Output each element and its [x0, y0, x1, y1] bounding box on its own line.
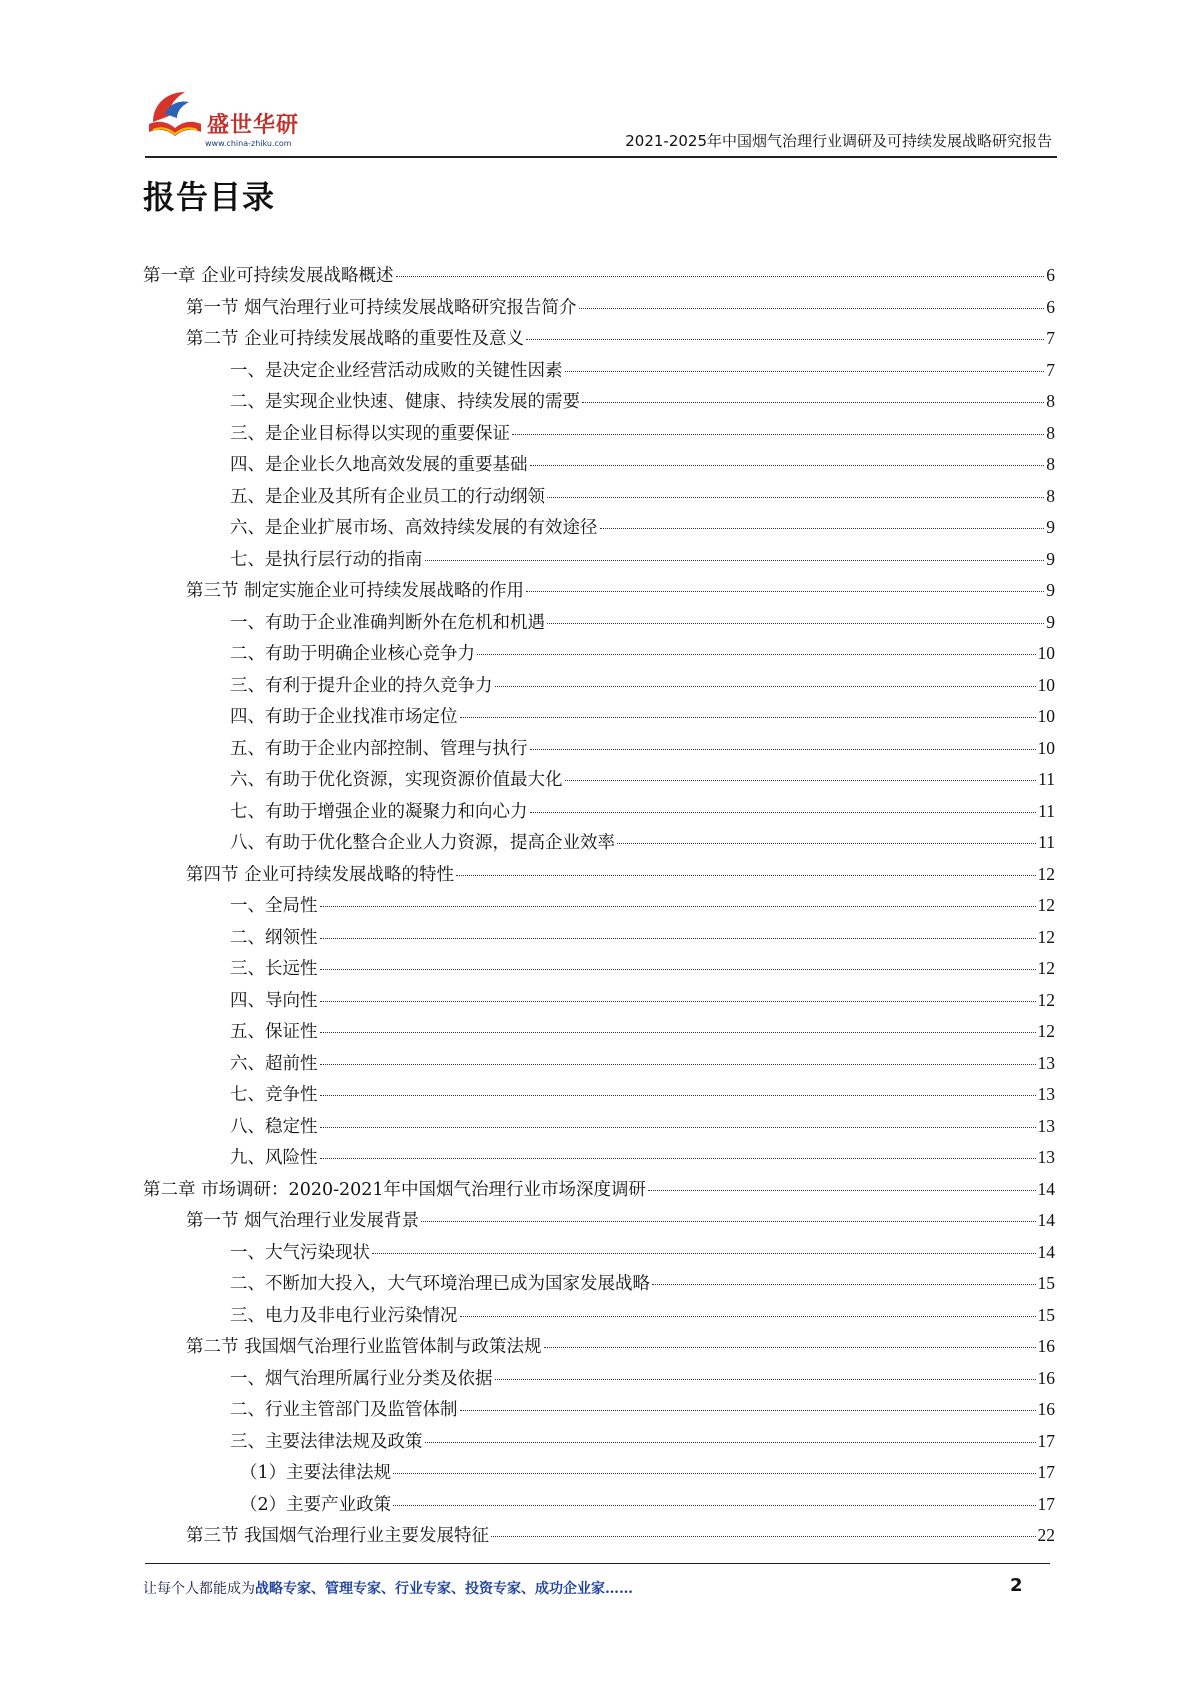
toc-leader-dots: [582, 401, 1044, 403]
toc-entry[interactable]: [143, 892, 1055, 924]
toc-entry-page: 14: [1037, 1241, 1055, 1262]
toc-entry-page: 12: [1037, 1021, 1055, 1041]
toc-entry-label: 六、超前性: [230, 1053, 318, 1074]
toc-entry-label: 一、是决定企业经营活动成败的关键性因素: [230, 360, 563, 381]
toc-entry[interactable]: [143, 1144, 1055, 1176]
toc-leader-dots: [425, 559, 1045, 561]
toc-leader-dots: [320, 1157, 1036, 1159]
toc-entry[interactable]: [143, 829, 1055, 861]
toc-entry[interactable]: [143, 1428, 1055, 1460]
toc-entry[interactable]: [143, 1113, 1055, 1145]
toc-entry-label: 三、有利于提升企业的持久竞争力: [230, 675, 493, 696]
toc-entry-page: 12: [1037, 958, 1055, 978]
toc-entry[interactable]: [143, 325, 1055, 357]
toc-entry-label: 六、是企业扩展市场、高效持续发展的有效途径: [230, 518, 598, 538]
toc-entry-label: 五、有助于企业内部控制、管理与执行: [230, 738, 528, 759]
toc-leader-dots: [460, 716, 1036, 718]
toc-leader-dots: [526, 590, 1044, 592]
toc-entry-label: 三、是企业目标得以实现的重要保证: [230, 423, 510, 444]
toc-entry-label: 二、不断加大投入，大气环境治理已成为国家发展战略: [230, 1274, 650, 1294]
toc-entry-page: 9: [1046, 517, 1055, 537]
toc-leader-dots: [600, 527, 1045, 529]
toc-entry[interactable]: [143, 640, 1055, 672]
toc-leader-dots: [491, 1535, 1035, 1537]
toc-entry[interactable]: [143, 483, 1055, 515]
toc-entry[interactable]: [143, 1018, 1055, 1050]
toc-entry[interactable]: [143, 609, 1055, 641]
toc-entry-page: 8: [1046, 485, 1055, 506]
toc-entry[interactable]: [143, 514, 1055, 546]
toc-entry-label: 二、有助于明确企业核心竞争力: [230, 644, 475, 664]
toc-entry[interactable]: [143, 294, 1055, 326]
toc-leader-dots: [547, 622, 1044, 624]
toc-leader-dots: [460, 1315, 1036, 1317]
toc-leader-dots: [456, 874, 1035, 876]
toc-leader-dots: [320, 937, 1036, 939]
toc-entry[interactable]: [143, 1081, 1055, 1113]
toc-entry[interactable]: [143, 388, 1055, 420]
toc-entry[interactable]: [143, 451, 1055, 483]
toc-entry-page: 11: [1038, 800, 1055, 821]
toc-entry-page: 15: [1037, 1304, 1055, 1325]
footer-slogan-emphasis: 战略专家、管理专家、行业专家、投资专家、成功企业家……: [255, 1581, 633, 1597]
toc-entry-label: 一、烟气治理所属行业分类及依据: [230, 1368, 493, 1389]
toc-leader-dots: [425, 1441, 1036, 1443]
toc-entry[interactable]: [143, 546, 1055, 578]
toc-leader-dots: [421, 1220, 1035, 1222]
toc-entry-label: 七、竞争性: [230, 1085, 318, 1105]
toc-entry-label: 三、电力及非电行业污染情况: [230, 1305, 458, 1326]
toc-entry-page: 6: [1046, 296, 1055, 317]
toc-entry-page: 22: [1037, 1525, 1055, 1545]
toc-leader-dots: [396, 275, 1045, 277]
toc-entry-label: 五、保证性: [230, 1022, 318, 1042]
toc-entry-label: 二、行业主管部门及监管体制: [230, 1400, 458, 1420]
toc-entry[interactable]: [143, 1270, 1055, 1302]
toc-entry[interactable]: [143, 1239, 1055, 1271]
toc-entry-label: 第一章 企业可持续发展战略概述: [143, 266, 394, 286]
toc-entry-page: 12: [1037, 863, 1055, 884]
toc-leader-dots: [565, 779, 1037, 781]
toc-entry-label: 三、主要法律法规及政策: [230, 1431, 423, 1452]
toc-entry-label: 七、有助于增强企业的凝聚力和向心力: [230, 801, 528, 822]
toc-leader-dots: [393, 1504, 1035, 1506]
toc-entry-label: 二、纲领性: [230, 927, 318, 948]
toc-entry[interactable]: [143, 861, 1055, 893]
toc-entry[interactable]: [143, 1207, 1055, 1239]
toc-entry-page: 17: [1037, 1493, 1055, 1514]
toc-entry-label: 九、风险性: [230, 1148, 318, 1168]
toc-leader-dots: [617, 842, 1036, 844]
toc-leader-dots: [495, 685, 1036, 687]
toc-entry-page: 9: [1046, 548, 1055, 569]
toc-entry-label: 一、全局性: [230, 896, 318, 916]
toc-entry-page: 7: [1046, 328, 1055, 348]
toc-entry-page: 12: [1037, 989, 1055, 1010]
logo-url: www.china-zhiku.com: [205, 139, 292, 148]
toc-entry-page: 14: [1037, 1178, 1055, 1199]
toc-entry-label: 第一节 烟气治理行业可持续发展战略研究报告简介: [186, 297, 577, 318]
toc-entry-page: 10: [1037, 674, 1055, 695]
toc-leader-dots: [320, 905, 1036, 907]
toc-entry-page: 13: [1037, 1052, 1055, 1073]
toc-leader-dots: [526, 338, 1044, 340]
header-divider: [145, 156, 1057, 158]
toc-entry-label: 八、有助于优化整合企业人力资源，提高企业效率: [230, 833, 615, 853]
toc-leader-dots: [320, 1094, 1036, 1096]
toc-entry-label: 第二节 我国烟气治理行业监管体制与政策法规: [186, 1337, 542, 1357]
toc-leader-dots: [544, 1346, 1036, 1348]
toc-entry[interactable]: [143, 987, 1055, 1019]
toc-entry[interactable]: [143, 1459, 1055, 1491]
toc-leader-dots: [652, 1283, 1036, 1285]
toc-entry[interactable]: [143, 672, 1055, 704]
toc-entry-label: 八、稳定性: [230, 1116, 318, 1137]
toc-entry-page: 13: [1037, 1084, 1055, 1104]
toc-entry-page: 12: [1037, 895, 1055, 915]
toc-entry-label: 第三节 我国烟气治理行业主要发展特征: [186, 1526, 490, 1546]
toc-entry-label: 四、有助于企业找准市场定位: [230, 707, 458, 727]
page-title: 报告目录: [143, 178, 276, 216]
toc-leader-dots: [565, 370, 1045, 372]
toc-entry-label: 第二节 企业可持续发展战略的重要性及意义: [186, 329, 525, 349]
toc-leader-dots: [530, 811, 1037, 813]
toc-entry-label: 五、是企业及其所有企业员工的行动纲领: [230, 486, 545, 507]
toc-entry[interactable]: [143, 1396, 1055, 1428]
toc-entry-page: 15: [1037, 1273, 1055, 1293]
toc-entry-page: 16: [1037, 1336, 1055, 1356]
toc-leader-dots: [372, 1252, 1036, 1254]
toc-entry-label: 第四节 企业可持续发展战略的特性: [186, 864, 455, 885]
toc-entry-label: 三、长远性: [230, 959, 318, 979]
toc-entry[interactable]: [143, 1522, 1055, 1554]
toc-entry-label: 一、有助于企业准确判断外在危机和机遇: [230, 612, 545, 633]
toc-entry-label: 六、有助于优化资源，实现资源价值最大化: [230, 770, 563, 790]
toc-leader-dots: [320, 1126, 1036, 1128]
toc-entry[interactable]: [143, 924, 1055, 956]
toc-entry-page: 11: [1038, 832, 1055, 852]
toc-entry[interactable]: [143, 766, 1055, 798]
toc-leader-dots: [393, 1472, 1035, 1474]
logo-book-icon: [145, 84, 205, 144]
toc-entry-label: 七、是执行层行动的指南: [230, 549, 423, 570]
toc-entry-page: 12: [1037, 926, 1055, 947]
toc-entry-page: 10: [1037, 737, 1055, 758]
toc-entry-label: 四、是企业长久地高效发展的重要基础: [230, 455, 528, 475]
toc-entry[interactable]: [143, 1365, 1055, 1397]
toc-leader-dots: [320, 1000, 1036, 1002]
toc-entry[interactable]: [143, 1302, 1055, 1334]
toc-entry-page: 13: [1037, 1115, 1055, 1136]
toc-entry[interactable]: [143, 1491, 1055, 1523]
toc-entry[interactable]: [143, 262, 1055, 294]
toc-entry-label: （1）主要法律法规: [240, 1463, 392, 1483]
toc-entry-page: 11: [1038, 769, 1055, 789]
toc-entry-label: 第二章 市场调研：2020-2021年中国烟气治理行业市场深度调研: [143, 1179, 647, 1200]
toc-entry-label: 第三节 制定实施企业可持续发展战略的作用: [186, 581, 525, 601]
toc-leader-dots: [547, 496, 1044, 498]
toc-entry[interactable]: [143, 357, 1055, 389]
toc-entry-page: 7: [1046, 359, 1055, 380]
toc-leader-dots: [477, 653, 1036, 655]
page-number: 2: [1010, 1575, 1023, 1596]
toc-entry-page: 10: [1037, 706, 1055, 726]
toc-entry-page: 9: [1046, 580, 1055, 600]
toc-entry[interactable]: [143, 703, 1055, 735]
toc-entry-page: 17: [1037, 1430, 1055, 1451]
toc-entry[interactable]: [143, 1050, 1055, 1082]
toc-entry-label: 二、是实现企业快速、健康、持续发展的需要: [230, 392, 580, 412]
logo-name: 盛世华研: [207, 113, 300, 138]
toc-entry-page: 8: [1046, 422, 1055, 443]
toc-entry[interactable]: [143, 955, 1055, 987]
page-header: [145, 78, 1057, 158]
toc-leader-dots: [579, 307, 1045, 309]
table-of-contents: [143, 262, 1055, 1554]
toc-entry-page: 6: [1046, 265, 1055, 285]
toc-entry[interactable]: [143, 1176, 1055, 1208]
toc-entry-page: 8: [1046, 391, 1055, 411]
toc-leader-dots: [648, 1189, 1035, 1191]
toc-entry[interactable]: [143, 577, 1055, 609]
toc-leader-dots: [495, 1378, 1036, 1380]
toc-entry-page: 13: [1037, 1147, 1055, 1167]
footer-slogan-prefix: 让每个人都能成为: [143, 1581, 255, 1597]
toc-entry-label: 第一节 烟气治理行业发展背景: [186, 1211, 420, 1231]
toc-entry-label: 四、导向性: [230, 990, 318, 1011]
toc-entry-page: 14: [1037, 1210, 1055, 1230]
toc-entry-page: 17: [1037, 1462, 1055, 1482]
toc-entry-page: 16: [1037, 1367, 1055, 1388]
toc-entry-label: （2）主要产业政策: [240, 1494, 392, 1515]
toc-leader-dots: [320, 968, 1036, 970]
toc-entry-page: 10: [1037, 643, 1055, 663]
toc-leader-dots: [320, 1063, 1036, 1065]
toc-leader-dots: [530, 464, 1045, 466]
company-logo: [145, 84, 315, 154]
toc-leader-dots: [530, 748, 1036, 750]
report-title: 2021-2025年中国烟气治理行业调研及可持续发展战略研究报告: [625, 132, 1052, 150]
footer-slogan: [143, 1578, 633, 1598]
toc-entry-page: 9: [1046, 611, 1055, 632]
toc-entry[interactable]: [143, 1333, 1055, 1365]
toc-entry[interactable]: [143, 420, 1055, 452]
toc-leader-dots: [512, 433, 1044, 435]
toc-entry[interactable]: [143, 735, 1055, 767]
toc-entry[interactable]: [143, 798, 1055, 830]
toc-leader-dots: [460, 1409, 1036, 1411]
toc-entry-page: 8: [1046, 454, 1055, 474]
toc-leader-dots: [320, 1031, 1036, 1033]
toc-entry-page: 16: [1037, 1399, 1055, 1419]
footer-divider: [145, 1563, 1050, 1564]
toc-entry-label: 一、大气污染现状: [230, 1242, 370, 1263]
